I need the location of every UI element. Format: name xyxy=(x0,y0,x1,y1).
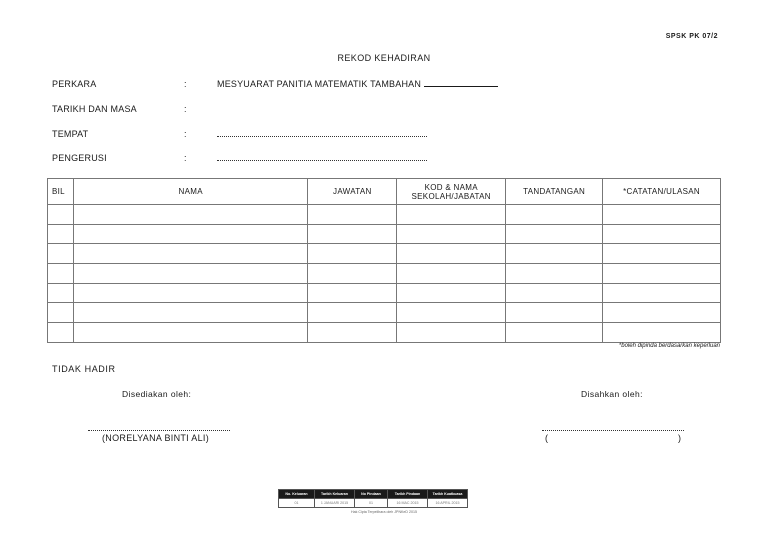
approved-by-open-paren: ( xyxy=(545,433,549,443)
copyright-note: Hak Cipta Terpelihara oleh JPNKeD 2015 xyxy=(350,510,418,514)
revision-header: Tarikh Keluaran xyxy=(315,490,355,499)
table-cell[interactable] xyxy=(397,205,506,225)
field-colon: : xyxy=(184,153,187,163)
column-header-kod-sekolah: KOD & NAMA SEKOLAH/JABATAN xyxy=(397,179,506,205)
field-value-perkara xyxy=(217,79,498,89)
revision-header: Tarikh Kuatkuasa xyxy=(428,490,468,499)
table-row xyxy=(48,264,721,284)
table-cell[interactable] xyxy=(308,283,397,303)
table-cell[interactable] xyxy=(603,264,721,284)
table-cell[interactable] xyxy=(73,264,307,284)
column-header-tandatangan: TANDATANGAN xyxy=(506,179,603,205)
table-cell[interactable] xyxy=(48,264,74,284)
table-cell[interactable] xyxy=(603,323,721,343)
table-cell[interactable] xyxy=(506,303,603,323)
table-cell[interactable] xyxy=(397,224,506,244)
dotted-line-tempat xyxy=(217,136,427,137)
field-label-tarikh-dan-masa: TARIKH DAN MASA xyxy=(52,104,137,114)
revision-value: 1 JANUARI 2015 xyxy=(315,499,355,508)
table-row xyxy=(48,283,721,303)
table-cell[interactable] xyxy=(603,303,721,323)
table-cell[interactable] xyxy=(308,264,397,284)
table-row xyxy=(48,205,721,225)
table-row xyxy=(48,244,721,264)
column-header-nama: NAMA xyxy=(73,179,307,205)
revision-table-values xyxy=(279,499,468,508)
table-row xyxy=(48,323,721,343)
attendance-table-body xyxy=(48,205,721,343)
table-cell[interactable] xyxy=(603,205,721,225)
revision-table-header xyxy=(279,490,468,499)
blank-line xyxy=(424,79,498,87)
column-header-jawatan: JAWATAN xyxy=(308,179,397,205)
field-value-perkara-text: MESYUARAT PANITIA MATEMATIK TAMBAHAN xyxy=(217,79,422,89)
table-cell[interactable] xyxy=(506,224,603,244)
field-colon: : xyxy=(184,104,187,114)
table-cell[interactable] xyxy=(308,224,397,244)
field-colon: : xyxy=(184,79,187,89)
revision-table xyxy=(278,489,468,508)
table-cell[interactable] xyxy=(308,205,397,225)
prepared-by-signature-line xyxy=(88,430,230,431)
table-cell[interactable] xyxy=(603,244,721,264)
table-cell[interactable] xyxy=(73,283,307,303)
revision-header: No. Keluaran xyxy=(279,490,315,499)
field-label-pengerusi: PENGERUSI xyxy=(52,153,107,163)
table-cell[interactable] xyxy=(308,323,397,343)
table-cell[interactable] xyxy=(397,283,506,303)
table-cell[interactable] xyxy=(48,323,74,343)
revision-header: No Pindaan xyxy=(355,490,388,499)
revision-value: 01 xyxy=(355,499,388,508)
column-header-bil: BIL xyxy=(48,179,74,205)
table-cell[interactable] xyxy=(506,264,603,284)
table-cell[interactable] xyxy=(48,224,74,244)
column-header-catatan: *CATATAN/ULASAN xyxy=(603,179,721,205)
table-cell[interactable] xyxy=(397,303,506,323)
table-cell[interactable] xyxy=(73,244,307,264)
revision-value: 16 MAC 2015 xyxy=(388,499,428,508)
approved-by-label: Disahkan oleh: xyxy=(581,389,643,399)
amendment-note: *boleh dipinda berdasarkan keperluan xyxy=(618,343,720,349)
field-label-perkara: PERKARA xyxy=(52,79,97,89)
table-cell[interactable] xyxy=(506,205,603,225)
table-cell[interactable] xyxy=(48,205,74,225)
table-cell[interactable] xyxy=(506,323,603,343)
table-cell[interactable] xyxy=(73,303,307,323)
revision-header: Tarikh Pindaan xyxy=(388,490,428,499)
approved-by-close-paren: ) xyxy=(678,433,682,443)
revision-value: 01 xyxy=(279,499,315,508)
table-cell[interactable] xyxy=(48,283,74,303)
table-cell[interactable] xyxy=(506,283,603,303)
table-cell[interactable] xyxy=(73,224,307,244)
table-cell[interactable] xyxy=(48,303,74,323)
table-row xyxy=(48,224,721,244)
approved-by-signature-line xyxy=(542,430,684,431)
table-cell[interactable] xyxy=(603,283,721,303)
attendance-table xyxy=(47,178,721,343)
prepared-by-name: (NORELYANA BINTI ALI) xyxy=(102,433,209,443)
table-header-row xyxy=(48,179,721,205)
table-cell[interactable] xyxy=(397,264,506,284)
absent-heading: TIDAK HADIR xyxy=(52,364,116,374)
table-cell[interactable] xyxy=(73,323,307,343)
dotted-line-pengerusi xyxy=(217,160,427,161)
document-title: REKOD KEHADIRAN xyxy=(337,53,431,63)
table-cell[interactable] xyxy=(73,205,307,225)
table-cell[interactable] xyxy=(397,244,506,264)
table-cell[interactable] xyxy=(308,303,397,323)
table-cell[interactable] xyxy=(48,244,74,264)
table-cell[interactable] xyxy=(397,323,506,343)
revision-value: 16 APRIL 2015 xyxy=(428,499,468,508)
table-cell[interactable] xyxy=(308,244,397,264)
field-label-tempat: TEMPAT xyxy=(52,129,89,139)
table-cell[interactable] xyxy=(603,224,721,244)
prepared-by-label: Disediakan oleh: xyxy=(122,389,192,399)
document-code: SPSK PK 07/2 xyxy=(665,33,718,40)
table-cell[interactable] xyxy=(506,244,603,264)
table-row xyxy=(48,303,721,323)
field-colon: : xyxy=(184,129,187,139)
